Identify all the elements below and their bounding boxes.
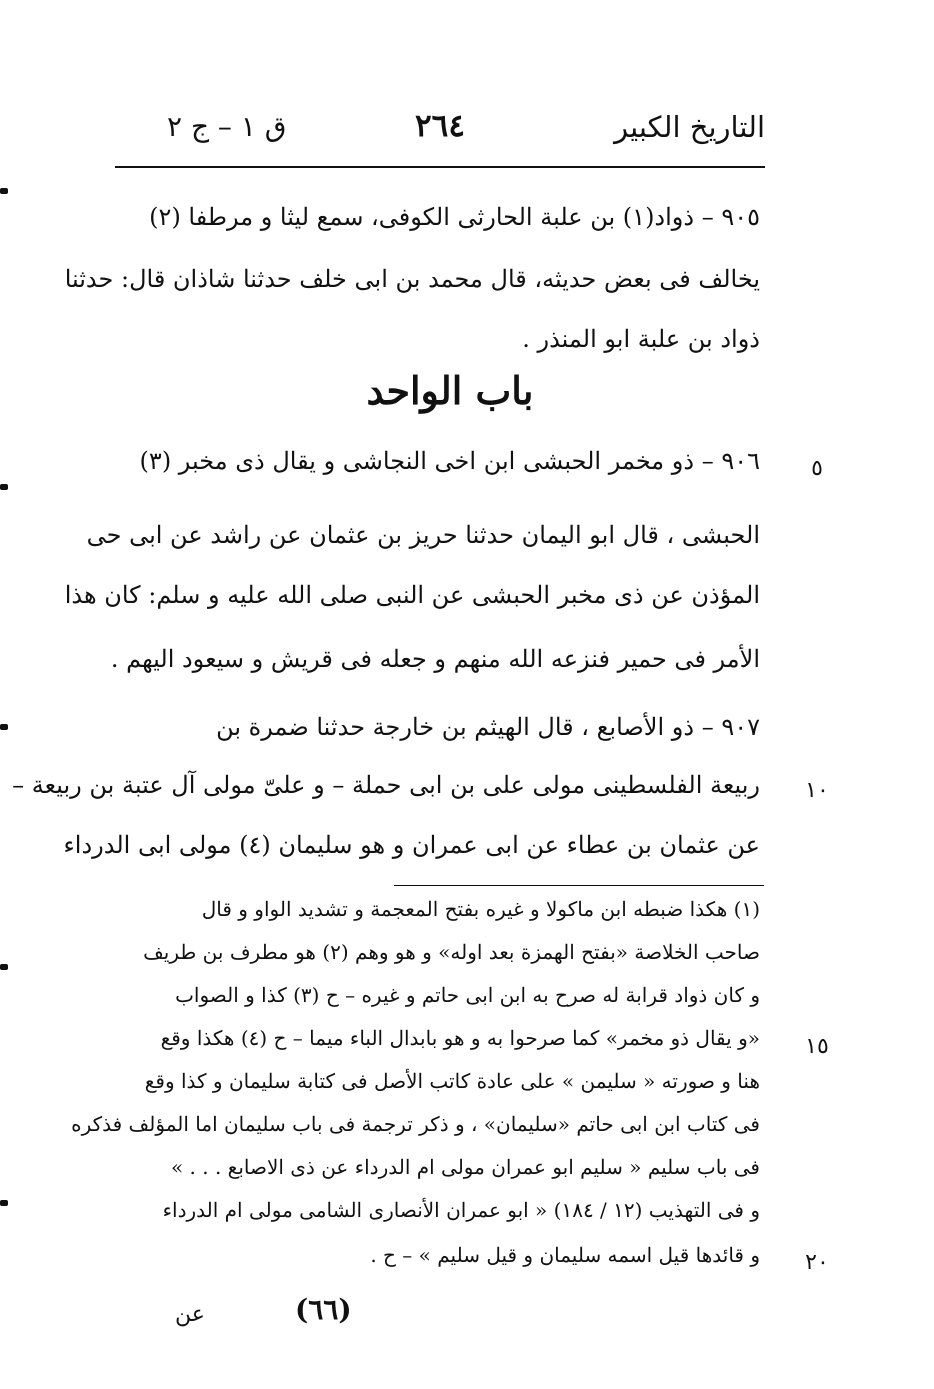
footnote-rule	[394, 885, 764, 886]
footnote-line-9: و قائدها قيل اسمه سليمان و قيل سليم » – ح .	[370, 1243, 760, 1267]
entry-905-line-3: ذواد بن علبة ابو المنذر .	[522, 325, 760, 353]
line-number-10: ١٠	[805, 778, 829, 803]
scan-edge-mark	[0, 964, 8, 970]
page-number: ٢٦٤	[415, 108, 465, 144]
footnote-line-1: (١) هكذا ضبطه ابن ماكولا و غيره بفتح المعجمة و تشديد الواو و قال	[201, 897, 760, 921]
scan-edge-mark	[0, 484, 8, 490]
entry-905-line-1: ٩٠٥ – ذواد(١) بن علبة الحارثى الكوفى، سمع ليثا و مرطفا (٢)	[149, 203, 760, 231]
scan-edge-mark	[0, 724, 8, 730]
footnote-line-4: «و يقال ذو مخمر» كما صرحوا به و هو بابدال الباء ميما – ح (٤) هكذا وقع	[160, 1026, 760, 1050]
entry-906-line-4: الأمر فى حمير فنزعه الله منهم و جعله فى قريش و سيعود اليهم .	[110, 645, 760, 673]
footnote-line-5: هنا و صورته « سليمن » على عادة كاتب الأصل فى كتابة سليمان و كذا وقع	[144, 1069, 760, 1093]
section-title: باب الواحد	[366, 368, 534, 413]
page-signature: (٦٦)	[295, 1293, 352, 1326]
header-rule	[115, 166, 765, 168]
scan-edge-mark	[0, 1200, 8, 1206]
scan-edge-mark	[0, 188, 8, 194]
line-number-5: ٥	[811, 456, 823, 481]
volume-reference: ق ١ – ج ٢	[167, 110, 287, 143]
footnote-line-8: و فى التهذيب (١٢ / ١٨٤) « ابو عمران الأنصارى الشامى مولى ام الدرداء	[162, 1198, 760, 1222]
entry-905-line-2: يخالف فى بعض حديثه، قال محمد بن ابى خلف حدثنا شاذان قال: حدثنا	[64, 265, 760, 293]
entry-907-line-1: ٩٠٧ – ذو الأصابع ، قال الهيثم بن خارجة حدثنا ضمرة بن	[216, 713, 760, 741]
line-number-20: ٢٠	[805, 1250, 829, 1275]
running-header	[115, 108, 765, 156]
entry-907-line-2: ربيعة الفلسطينى مولى على بن ابى حملة – و علىّ مولى آل عتبة بن ربيعة –	[12, 771, 760, 799]
entry-906-line-3: المؤذن عن ذى مخبر الحبشى عن النبى صلى الله عليه و سلم: كان هذا	[64, 581, 760, 609]
entry-906-line-2: الحبشى ، قال ابو اليمان حدثنا حريز بن عثمان عن راشد عن ابى حى	[86, 521, 760, 549]
catchword: عن	[175, 1302, 205, 1327]
footnote-line-7: فى باب سليم « سليم ابو عمران مولى ام الدرداء عن ذى الاصابع . . . »	[170, 1155, 760, 1179]
line-number-15: ١٥	[805, 1034, 829, 1059]
entry-907-line-3: عن عثمان بن عطاء عن ابى عمران و هو سليمان (٤) مولى ابى الدرداء	[63, 831, 760, 859]
book-title: التاريخ الكبير	[614, 110, 765, 144]
footnote-line-2: صاحب الخلاصة «بفتح الهمزة بعد اوله» و هو وهم (٢) هو مطرف بن طريف	[143, 940, 760, 964]
footnote-line-6: فى كتاب ابن ابى حاتم «سليمان» ، و ذكر ترجمة فى باب سليمان اما المؤلف فذكره	[71, 1112, 760, 1136]
footnote-line-3: و كان ذواد قرابة له صرح به ابن ابى حاتم و غيره – ح (٣) كذا و الصواب	[175, 983, 760, 1007]
entry-906-line-1: ٩٠٦ – ذو مخمر الحبشى ابن اخى النجاشى و يقال ذى مخبر (٣)	[139, 447, 760, 475]
